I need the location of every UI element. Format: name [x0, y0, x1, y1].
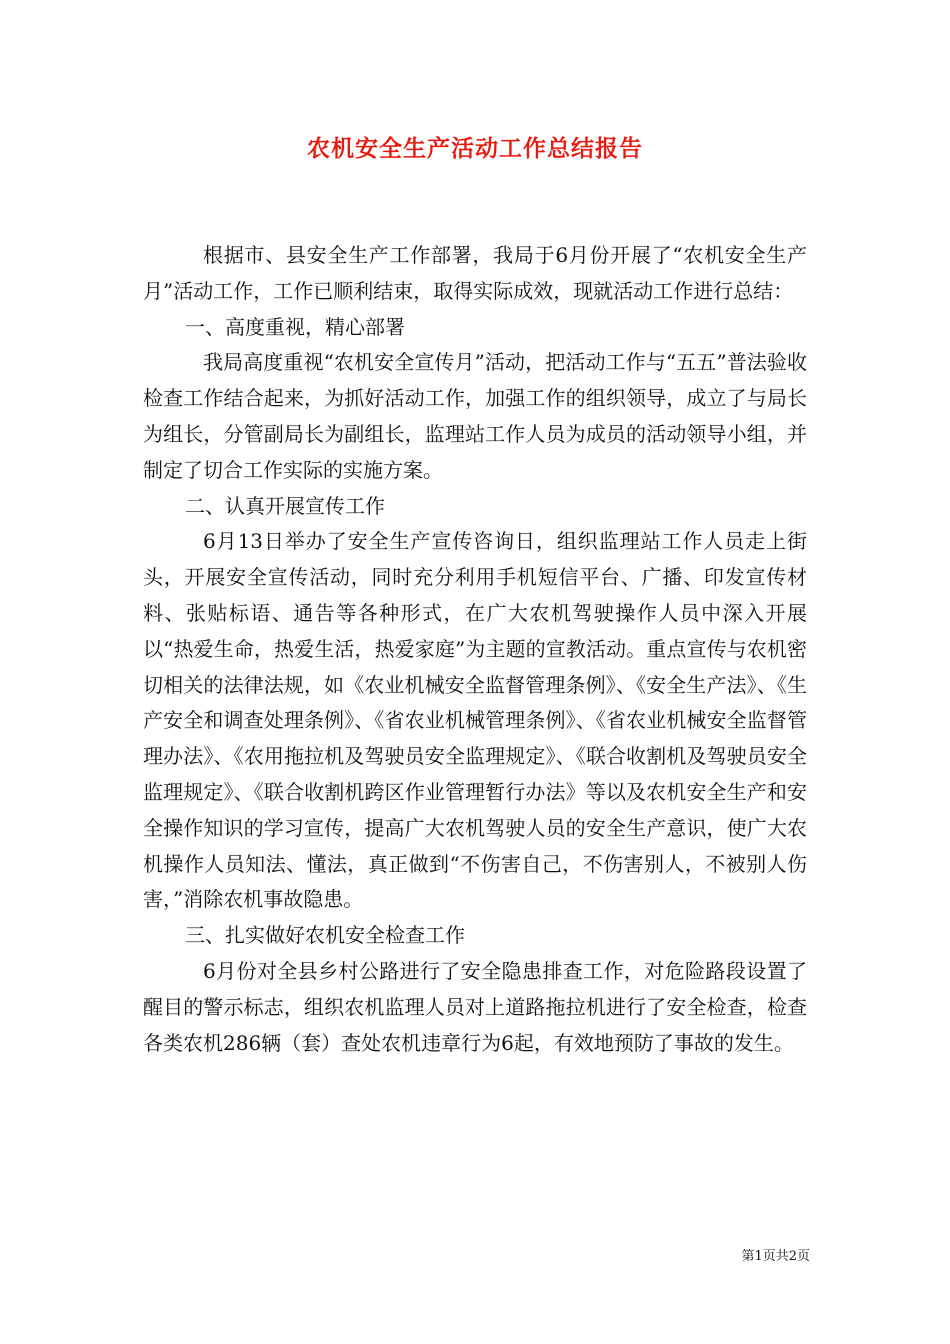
intro-paragraph: 根据市、县安全生产工作部署，我局于6月份开展了“农机安全生产月”活动工作，工作已顺利结束，取得实际成效，现就活动工作进行总结： — [143, 243, 807, 303]
document-body — [143, 238, 807, 1061]
section-1-paragraph: 我局高度重视“农机安全宣传月”活动，把活动工作与“五五”普法验收检查工作结合起来，为抓好活动工作，加强工作的组织领导，成立了与局长为组长，分管副局长为副组长，监理站工作人员为成员的活动领导小组，并制定了切合工作实际的实施方案。 — [143, 350, 807, 482]
section-3-paragraph: 6月份对全县乡村公路进行了安全隐患排查工作，对危险路段设置了醒目的警示标志，组织农机监理人员对上道路拖拉机进行了安全检查，检查各类农机286辆（套）查处农机违章行为6起，有效地预防了事故的发生。 — [143, 958, 807, 1055]
document-title: 农机安全生产活动工作总结报告 — [307, 135, 643, 162]
section-2-paragraph: 6月13日举办了安全生产宣传咨询日，组织监理站工作人员走上街头，开展安全宣传活动，同时充分利用手机短信平台、广播、印发宣传材料、张贴标语、通告等各种形式，在广大农机驾驶操作人员中深入开展以“热爱生命，热爱生活，热爱家庭”为主题的宣教活动。重点宣传与农机密切相关的法律法规，如《农业机械安全监督管理条例》、《安全生产法》、《生产安全和调查处理条例》、《省农业机械管理条例》、《省农业机械安全监督管理办法》、《农用拖拉机及驾驶员安全监理规定》、《联合收割机及驾驶员安全监理规定》、《联合收割机跨区作业管理暂行办法》等以及农机安全生产和安全操作知识的学习宣传，提高广大农机驾驶人员的安全生产意识，使广大农机操作人员知法、懂法，真正做到“不伤害自己，不伤害别人，不被别人伤害，”消除农机事故隐患。 — [143, 529, 807, 912]
section-heading-3: 三、扎实做好农机安全检查工作 — [185, 923, 465, 948]
section-heading-2: 二、认真开展宣传工作 — [185, 493, 385, 518]
page-indicator: 第1页共2页 — [741, 1249, 810, 1264]
section-heading-1: 一、高度重视，精心部署 — [185, 314, 405, 339]
